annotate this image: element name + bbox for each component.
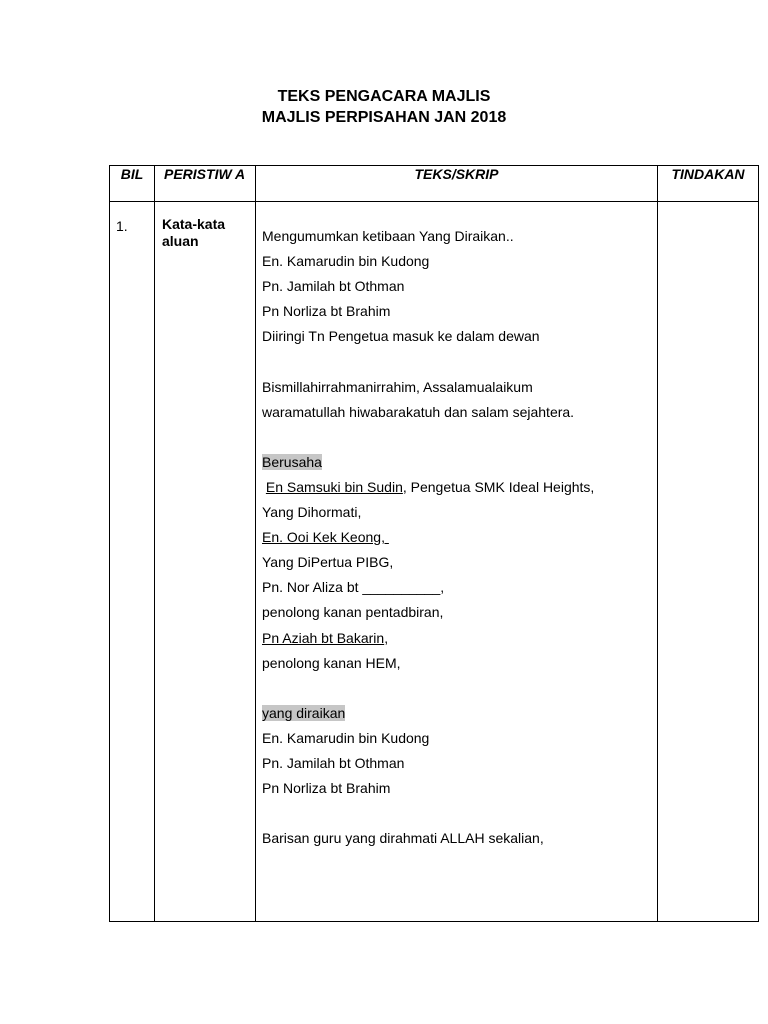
script-line: Diiringi Tn Pengetua masuk ke dalam dewan <box>262 328 540 345</box>
column-divider <box>657 165 658 922</box>
script-line: Barisan guru yang dirahmati ALLAH sekalian, <box>262 830 544 847</box>
script-line <box>262 525 654 550</box>
header-teks-skrip: TEKS/SKRIP <box>414 166 499 182</box>
script-line <box>262 450 654 475</box>
script-line: Pn Aziah bt Bakarin, <box>262 629 389 646</box>
script-text <box>262 224 654 851</box>
document-title: TEKS PENGACARA MAJLIS <box>277 88 491 105</box>
highlighted-text: Berusaha <box>262 453 322 470</box>
underlined-name: En. Ooi Kek Keong, <box>262 529 389 546</box>
script-line: Pn. Jamilah bt Othman <box>262 754 405 771</box>
table-border-right <box>758 165 759 922</box>
column-divider <box>255 165 256 922</box>
highlighted-text: yang diraikan <box>262 704 346 721</box>
table-border-left <box>109 165 110 922</box>
script-line: En. Kamarudin bin Kudong <box>262 729 430 746</box>
header-peristiwa: PERISTIW A <box>164 166 246 182</box>
script-line: Pn. Jamilah bt Othman <box>262 278 405 295</box>
script-line: Mengumumkan ketibaan Yang Diraikan.. <box>262 228 514 244</box>
document-subtitle: MAJLIS PERPISAHAN JAN 2018 <box>261 109 507 126</box>
underlined-name: En Samsuki bin Sudin <box>265 478 403 495</box>
script-line: Pn Norliza bt Brahim <box>262 780 391 797</box>
script-line: Bismillahirrahmanirrahim, Assalamualaikum <box>262 378 533 395</box>
script-line: En Samsuki bin Sudin, Pengetua SMK Ideal Heights, <box>265 478 595 495</box>
column-divider <box>154 165 155 922</box>
event-name: Kata-kata aluan <box>162 216 226 249</box>
script-line: penolong kanan pentadbiran, <box>262 604 444 621</box>
script-line: Pn Norliza bt Brahim <box>262 303 391 320</box>
header-bil: BIL <box>120 166 144 182</box>
table-header-divider <box>109 201 759 202</box>
script-line: Yang DiPertua PIBG, <box>262 554 394 571</box>
table-border-bottom <box>109 921 759 922</box>
script-line: penolong kanan HEM, <box>262 654 401 671</box>
script-line: Pn. Nor Aliza bt __________, <box>262 579 445 596</box>
script-line: waramatullah hiwabarakatuh dan salam sejahtera. <box>262 403 575 420</box>
underlined-name: Pn Aziah bt Bakarin <box>262 629 385 646</box>
script-line: Yang Dihormati, <box>262 504 362 521</box>
row-number: 1. <box>116 218 128 234</box>
script-line: En. Kamarudin bin Kudong <box>262 253 430 270</box>
script-line <box>262 701 654 726</box>
header-tindakan: TINDAKAN <box>671 166 745 182</box>
